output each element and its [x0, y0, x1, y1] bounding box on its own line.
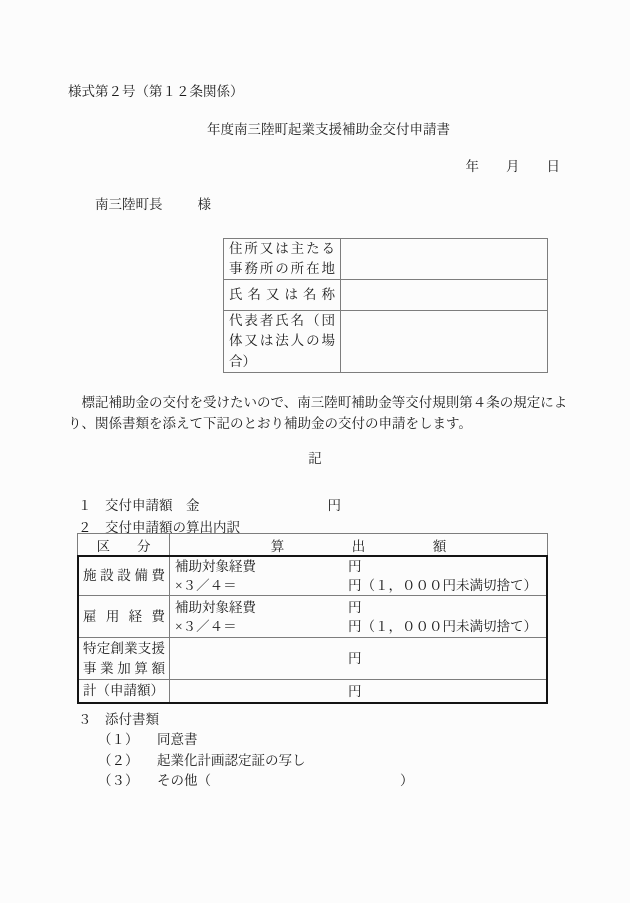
- body-text-line: り、関係書類を添えて下記のとおり補助金の交付の申請をします。: [68, 416, 472, 431]
- startup-support-label-line: 特定創業支援: [83, 640, 165, 656]
- table-row-address: [224, 239, 547, 280]
- total-label: [79, 680, 170, 702]
- facility-cost-label-line: 施設設備費: [83, 568, 165, 583]
- attachment-number: （３）: [98, 773, 139, 788]
- addressee-gap: [163, 199, 198, 209]
- application-amount-line: [78, 497, 341, 515]
- employment-cost-amount-cell[interactable]: [170, 596, 546, 637]
- calc-unit: 円（１，０００円未満切捨て）: [348, 618, 537, 634]
- calc-expression: 補助対象経費: [175, 559, 256, 574]
- calc-unit: 円: [348, 683, 362, 699]
- other-attachment-blank[interactable]: [211, 774, 400, 785]
- total-label-line: 計（申請額）: [83, 683, 164, 698]
- addressee-honorific: 様: [197, 197, 211, 212]
- address-label-line: 事務所の所在地: [229, 261, 335, 276]
- addressee-name: 南三陸町長: [95, 197, 163, 212]
- representative-label: [224, 311, 341, 372]
- document-title: 年度南三陸町起業支援補助金交付申請書: [180, 122, 450, 137]
- employment-cost-label: [79, 596, 170, 637]
- form-number: 様式第２号（第１２条関係）: [68, 84, 244, 99]
- employment-cost-label-line: 雇用経費: [83, 608, 165, 624]
- employment-cost-row: [79, 596, 546, 638]
- attachment-item-3: [98, 772, 414, 790]
- calc-line: [175, 617, 546, 636]
- calc-line: [175, 682, 546, 701]
- calc-table-header: [77, 533, 548, 555]
- attachment-text: 同意書: [157, 732, 198, 747]
- attachment-text: 起業化計画認定証の写し: [157, 753, 306, 768]
- address-label: [224, 239, 341, 279]
- calculation-table: [77, 533, 548, 704]
- calc-unit: 円: [348, 651, 362, 666]
- application-amount-unit: 円: [327, 498, 341, 513]
- calc-expression: ×３／４＝: [175, 618, 237, 634]
- attachment-item-2: [98, 752, 306, 770]
- table-row-representative: [224, 311, 547, 372]
- representative-value-cell[interactable]: [341, 311, 547, 372]
- breakdown-heading: ２ 交付申請額の算出内訳: [78, 520, 240, 535]
- calc-expression: ×３／４＝: [175, 578, 237, 593]
- attachment-number: （２）: [98, 753, 139, 768]
- addressee-line: [95, 196, 211, 214]
- calc-line: [175, 649, 546, 668]
- attachment-number: （１）: [98, 732, 139, 747]
- attachment-close-paren: ）: [400, 773, 414, 788]
- attachment-item-1: [98, 731, 198, 749]
- representative-label-line: 代表者氏名（団: [229, 312, 335, 328]
- address-value-cell[interactable]: [341, 239, 547, 279]
- calc-unit: 円: [348, 599, 362, 615]
- total-row: [79, 680, 546, 702]
- date-line[interactable]: 年 月 日: [465, 159, 560, 174]
- calc-unit: 円（１，０００円未満切捨て）: [348, 578, 537, 593]
- calc-line: [175, 576, 546, 595]
- name-label-line: 氏名又は名称: [229, 286, 335, 302]
- address-label-line: 住所又は主たる: [229, 240, 335, 256]
- calc-header-amount: 算 出 額: [270, 538, 447, 554]
- facility-cost-amount-cell[interactable]: [170, 557, 546, 595]
- calc-header-category: 区 分: [78, 534, 170, 555]
- attachments-heading: ３ 添付書類: [78, 712, 159, 727]
- body-text-line: 標記補助金の交付を受けたいので、南三陸町補助金等交付規則第４条の規定によ: [68, 395, 568, 410]
- center-mark: 記: [308, 451, 322, 466]
- startup-support-addition-row: [79, 638, 546, 680]
- facility-cost-row: [79, 557, 546, 596]
- calc-table-body: [77, 555, 548, 704]
- calc-line: [175, 557, 546, 576]
- calc-expression: 補助対象経費: [175, 599, 256, 615]
- startup-support-label-line: 事業加算額: [83, 660, 165, 676]
- startup-support-label: [79, 638, 170, 679]
- representative-label-line: 体又は法人の場: [229, 333, 335, 349]
- table-row-name: [224, 280, 547, 311]
- application-amount-prefix: １ 交付申請額 金: [78, 498, 200, 513]
- calc-line: [175, 598, 546, 617]
- facility-cost-label: [79, 557, 170, 595]
- applicant-info-table: [223, 238, 548, 373]
- attachment-text: その他（: [157, 773, 211, 788]
- total-amount-cell[interactable]: [170, 680, 546, 702]
- representative-label-line: 合）: [229, 353, 256, 369]
- name-label: [224, 280, 341, 310]
- startup-support-amount-cell[interactable]: [170, 638, 546, 679]
- calc-unit: 円: [348, 559, 362, 574]
- application-amount-blank[interactable]: [200, 499, 328, 510]
- name-value-cell[interactable]: [341, 280, 547, 310]
